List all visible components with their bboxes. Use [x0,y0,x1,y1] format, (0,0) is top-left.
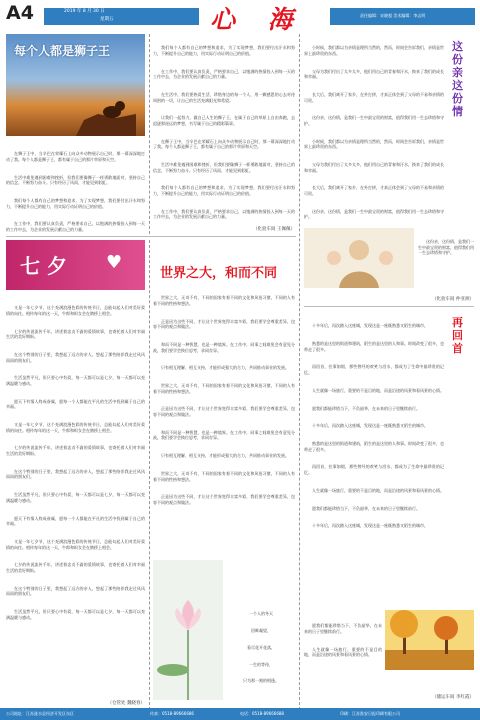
poem-line: 一个人的冬天 [249,611,273,617]
qixi-para: 七夕的传说流传千年，讲述着忠贞不渝的爱情故事，也寄托着人们对幸福生活的美好期盼。 [6,445,145,457]
qixi-para: 在这个特别的日子里，我想起了远方的亲人，想起了那些陪伴我走过风风雨雨的朋友们。 [6,351,145,363]
section-divider [6,236,296,237]
lion-para: 我们每个人都有自己的梦想和追求，为了实现梦想，我们要付出汗水和努力，不断提升自己的能力，用实际行动证明自己的价值。 [6,197,145,209]
reunion-para: 再回首，往事如烟，那些曾经的欢笑与泪水，都成为了生命中最珍贵的记忆。 [304,464,444,476]
world-para: 只有相互理解，相互支持，才能形成强大的合力，共同推动事业的发展。 [161,365,289,371]
family-para: 小时候，我们都以为亲情是理所当然的，然而，时间会告诉我们，亲情是世界上最珍贵的东西。 [304,138,444,150]
reunion-para: 十多年后，再次踏入这座城，发现这是一座既熟悉又陌生的城市。 [312,523,428,529]
world-para: 世界之大，无奇不有，不同的国家有着不同的文化和风俗习惯，不同的人有着不同的性格和想法。 [153,383,295,394]
column-divider [149,240,150,710]
world-para: 正是因为这些不同，才让这个世界变得丰富多彩，我们要学会尊重差异，包容不同的观点和做法。 [153,318,295,330]
poem-line: 只为那一刻的相逢。 [243,678,279,684]
family-para: 这份亲，这份情，是我们一生中最宝贵的财富，值得我们用一生去珍惜和守护。 [304,115,444,126]
family-title: 这份亲这份情 [452,40,463,118]
world-para: 世界之大，无奇不有，不同的国家有着不同的文化和风俗习惯，不同的人有着不同的性格和想法。 [153,295,295,306]
world-para: 世界之大，无奇不有，不同的国家有着不同的文化和风俗习惯，不同的人有着不同的性格和想法。 [153,471,295,482]
lion-para: 在狮子王中，当辛巴在荣耀石上向众多动物展示自己时，那一幕深深地打动了我。每个人都是狮子王，都有属于自己的那片草原和天空。 [153,138,295,150]
qixi-banner [6,240,145,290]
qixi-para: 又是一年七夕节，这个充满浪漫色彩的传统节日，总能勾起人们对美好爱情的向往。相传每年的这一天，牛郎和织女会在鹊桥上相会。 [6,305,145,316]
lion-para: 在狮子王中，当辛巴在荣耀石上向众多动物展示自己时，那一幕深深地打动了我。每个人都是狮子王，都有属于自己的那片草原和天空。 [6,151,145,162]
family-byline: （化验车间 仲亚洲） [432,297,474,302]
world-para: 和而不同是一种智慧，也是一种境界。在工作中，同事之间难免会有意见分歧，我们要学会换位思考，求同存异。 [153,341,295,353]
lion-para: 我们每个人都有自己的梦想和追求，为了实现梦想，我们要付出汗水和努力，不断提升自己的能力，用实际行动证明自己的价值。 [153,185,295,197]
qixi-para: 愿天下有情人终成眷属，愿每一个人都能在平凡的生活中找到属于自己的幸福。 [6,515,145,527]
reunion-para: 十多年后，再次踏入这座城，发现这是一座既熟悉又陌生的城市。 [312,323,428,329]
world-para: 正是因为这些不同，才让这个世界变得丰富多彩，我们要学会尊重差异，包容不同的观点和做法。 [153,406,295,418]
family-para: 这份亲，这份情，是我们一生中最宝贵的财富，值得我们用一生去珍惜和守护。 [418,239,474,256]
reunion-para: 人生就像一场旅行，重要的不是目的地，而是沿途的风景和看风景的心情。 [312,387,444,393]
reunion-title: 再回首 [452,316,463,355]
family-article-text-2 [418,228,474,298]
lion-para: 让我们一起努力，做自己人生的狮子王，在属于自己的草原上自由奔跑，去追逐那遥远的梦想，书写属于自己的精彩篇章。 [153,115,295,126]
qixi-para: 生活虽然平凡，但只要心中有爱，每一天都可以是七夕，每一天都可以充满温暖与感动。 [6,609,145,620]
page-footer [0,708,480,720]
lion-silhouette-icon [76,84,136,136]
lion-banner [6,34,145,136]
qixi-article-text [6,294,145,704]
family-para: 父母为我们付出了太多太多，他们用自己的青春和汗水，换来了我们的成长和幸福。 [304,68,444,80]
reunion-para: 愿我们都能珍惜当下，不负韶华，在未来的日子里继续前行。 [312,405,420,411]
family-article-text [304,34,444,224]
qixi-para: 在这个特别的日子里，我想起了远方的亲人，想起了那些陪伴我走过风风雨雨的朋友们。 [6,468,145,480]
reunion-para: 愿我们都能珍惜当下，不负韶华，在未来的日子里继续前行。 [304,623,382,634]
reunion-para: 愿我们都能珍惜当下，不负韶华，在未来的日子里继续前行。 [312,505,420,511]
footer-tel: 电话：0518-89666688 [240,711,284,716]
reunion-article-text [304,312,444,612]
reunion-para: 熟悉的是这里的街道和建筑，陌生的是这里的人和事。时间改变了很多，也带走了很多。 [304,340,444,352]
qixi-para: 又是一年七夕节，这个充满浪漫色彩的传统节日，总能勾起人们对美好爱情的向往。相传每年的这一天，牛郎和织女会在鹊桥上相会。 [6,422,145,433]
column-divider [149,34,150,234]
qixi-para: 七夕的传说流传千年，讲述着忠贞不渝的爱情故事，也寄托着人们对幸福生活的美好期盼。 [6,328,145,340]
section-divider [304,306,474,307]
reunion-para: 再回首，往事如烟，那些曾经的欢笑与泪水，都成为了生命中最珍贵的记忆。 [304,364,444,375]
family-illustration [304,228,414,288]
reunion-para: 人生就像一场旅行，重要的不是目的地，而是沿途的风景和看风景的心情。 [304,646,382,658]
header-date: 2019 年 8 月 30 日 [64,9,105,14]
poem-line: 回眸凝望， [251,627,271,633]
family-para: 长大后，我们离开了家乡，在外打拼，才真正体会到了父母的不易和亲情的可贵。 [304,91,444,103]
lion-para: 在工作中，我们要认真负责，严格要求自己，以饱满的热情投入到每一天的工作中去，为企业的发展贡献自己的力量。 [6,221,145,232]
world-para: 正是因为这些不同，才让这个世界变得丰富多彩，我们要学会尊重差异，包容不同的观点和做法。 [153,494,295,505]
qixi-byline: （仓管处 魏晓春） [107,701,145,706]
family-para: 父母为我们付出了太多太多，他们用自己的青春和汗水，换来了我们的成长和幸福。 [304,162,444,173]
world-title: 世界之大，和而不同 [160,266,278,281]
page-header [0,0,480,34]
lion-article-continued [153,34,295,224]
reunion-para: 熟悉的是这里的街道和建筑，陌生的是这里的人和事。时间改变了很多，也带走了很多。 [304,441,444,452]
heart-icon: ♥ [106,252,123,273]
family-para: 长大后，我们离开了家乡，在外打拼，才真正体会到了父母的不易和亲情的可贵。 [304,185,444,197]
reunion-para: 人生就像一场旅行，重要的不是目的地，而是沿途的风景和看风景的心情。 [312,487,444,493]
header-weekday: 星期五 [100,17,114,22]
reunion-article-text-2 [304,612,382,692]
column-divider [299,34,300,710]
world-para: 只有相互理解，相互支持，才能形成强大的合力，共同推动事业的发展。 [161,453,289,459]
lion-para: 在工作中，我们要认真负责，严格要求自己，以饱满的热情投入到每一天的工作中去，为企业的发展贡献自己的力量。 [153,208,295,220]
lion-para: 在生活中，我们要热爱生活，珍惜身边的每一个人，用一颗感恩的心去对待周围的一切，让自己的生活充满阳光和希望。 [153,91,295,103]
qixi-para: 七夕的传说流传千年，讲述着忠贞不渝的爱情故事，也寄托着人们对幸福生活的美好期盼。 [6,562,145,573]
poem-line: 一生的等待， [249,661,273,667]
autumn-illustration [385,610,474,670]
qixi-para: 生活虽然平凡，但只要心中有爱，每一天都可以是七夕，每一天都可以充满温暖与感动。 [6,375,145,386]
page-number: A4 [6,2,34,24]
masthead-title: 心 海 [210,5,305,34]
lion-byline: （化验车间 王佩佩） [253,227,295,232]
reunion-para: 十多年后，再次踏入这座城，发现这是一座既熟悉又陌生的城市。 [312,423,428,429]
qixi-para: 又是一年七夕节，这个充满浪漫色彩的传统节日，总能勾起人们对美好爱情的向往。相传每年的这一天，牛郎和织女会在鹊桥上相会。 [6,538,145,550]
poem-line: 看尽花开花落， [247,644,275,650]
qixi-para: 生活虽然平凡，但只要心中有爱，每一天都可以是七夕，每一天都可以充满温暖与感动。 [6,492,145,503]
poem-block [228,600,294,690]
footer-company: 公司地址：江苏涟水县经济开发区东区 [6,711,74,716]
family-para: 小时候，我们都以为亲情是理所当然的，然而，时间会告诉我们，亲情是世界上最珍贵的东西。 [304,45,444,56]
world-para: 和而不同是一种智慧，也是一种境界。在工作中，同事之间难免会有意见分歧，我们要学会换位思考，求同存异。 [153,429,295,441]
footer-print: 印刷：江苏淮安日报印刷有限公司 [340,711,400,716]
lotus-illustration [153,560,223,700]
lion-banner-title: 每个人都是狮子王 [14,44,111,58]
lion-para: 我们每个人都有自己的梦想和追求，为了实现梦想，我们要付出汗水和努力，不断提升自己的能力，用实际行动证明自己的价值。 [153,45,295,56]
qixi-para: 愿天下有情人终成眷属，愿每一个人都能在平凡的生活中找到属于自己的幸福。 [6,398,145,410]
lion-para: 生活中难免遇到困难和挫折，但我们要像狮子一样勇敢地面对，坚持自己的信念，不断努力奋斗。只有经历了风雨，才能见到彩虹。 [6,174,145,186]
qixi-title: 七 夕 [20,254,67,278]
lion-para: 生活中难免遇到困难和挫折，但我们要像狮子一样勇敢地面对，坚持自己的信念，不断努力奋斗。只有经历了风雨，才能见到彩虹。 [153,162,295,173]
lion-para: 在工作中，我们要认真负责，严格要求自己，以饱满的热情投入到每一天的工作中去，为企业的发展贡献自己的力量。 [153,68,295,80]
qixi-para: 在这个特别的日子里，我想起了远方的亲人，想起了那些陪伴我走过风风雨雨的朋友们。 [6,585,145,597]
world-article-text [153,284,295,554]
reunion-byline: （储运车间 李红霞） [432,695,474,700]
footer-fax: 传真：0518-89666686 [150,711,194,716]
family-para: 这份亲，这份情，是我们一生中最宝贵的财富，值得我们用一生去珍惜和守护。 [304,208,444,220]
header-editor: 责任编辑：宋晓超 美术编辑：李志明 [360,13,426,18]
